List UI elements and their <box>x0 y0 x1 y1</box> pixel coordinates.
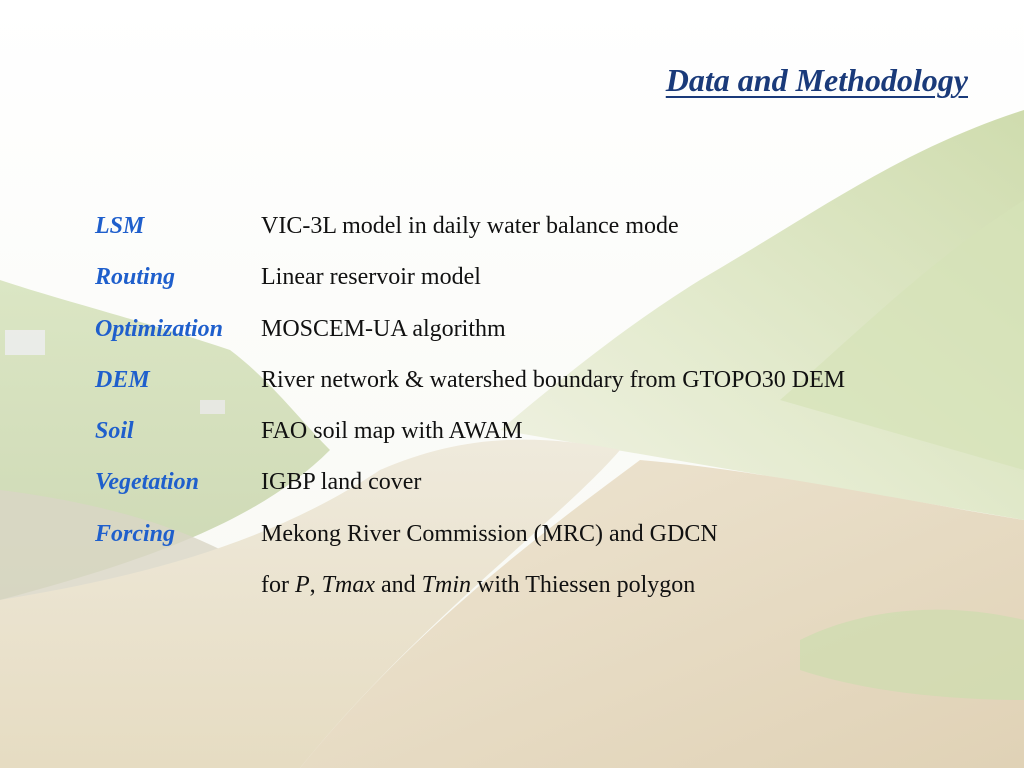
forcing-var-p: P <box>294 572 310 599</box>
forcing-var-tmin: Tmin <box>421 572 472 599</box>
term-dem: DEM <box>95 366 150 393</box>
list-item-optimization <box>95 309 975 360</box>
desc-dem: River network & watershed boundary from GTOPO30 DEM <box>261 366 846 393</box>
list-item-dem <box>95 360 975 411</box>
desc-soil: FAO soil map with AWAM <box>261 418 523 445</box>
slide-title: Data and Methodology <box>665 62 968 98</box>
term-optimization: Optimization <box>95 315 224 342</box>
forcing-cont-sep2: and <box>375 572 422 599</box>
desc-routing: Linear reservoir model <box>261 264 481 291</box>
term-routing: Routing <box>95 264 176 291</box>
list-item-forcing <box>95 514 975 565</box>
desc-forcing-continuation <box>261 565 695 605</box>
term-vegetation: Vegetation <box>95 469 200 496</box>
forcing-var-tmax: Tmax <box>321 572 375 599</box>
desc-vegetation: IGBP land cover <box>261 469 422 496</box>
list-item-routing <box>95 257 975 308</box>
desc-lsm: VIC-3L model in daily water balance mode <box>261 213 679 239</box>
term-forcing: Forcing <box>95 520 176 547</box>
list-item-lsm <box>95 206 975 257</box>
forcing-cont-pre: for <box>261 572 295 599</box>
list-item-soil <box>95 411 975 462</box>
forcing-cont-post: with Thiessen polygon <box>471 572 696 599</box>
forcing-cont-sep1: , <box>309 572 322 599</box>
desc-optimization: MOSCEM-UA algorithm <box>261 315 506 342</box>
methodology-list <box>95 206 975 616</box>
list-item-forcing-continuation <box>95 565 975 616</box>
term-soil: Soil <box>95 418 134 445</box>
desc-forcing: Mekong River Commission (MRC) and GDCN <box>261 520 718 547</box>
term-lsm: LSM <box>95 213 145 239</box>
list-item-vegetation <box>95 462 975 513</box>
